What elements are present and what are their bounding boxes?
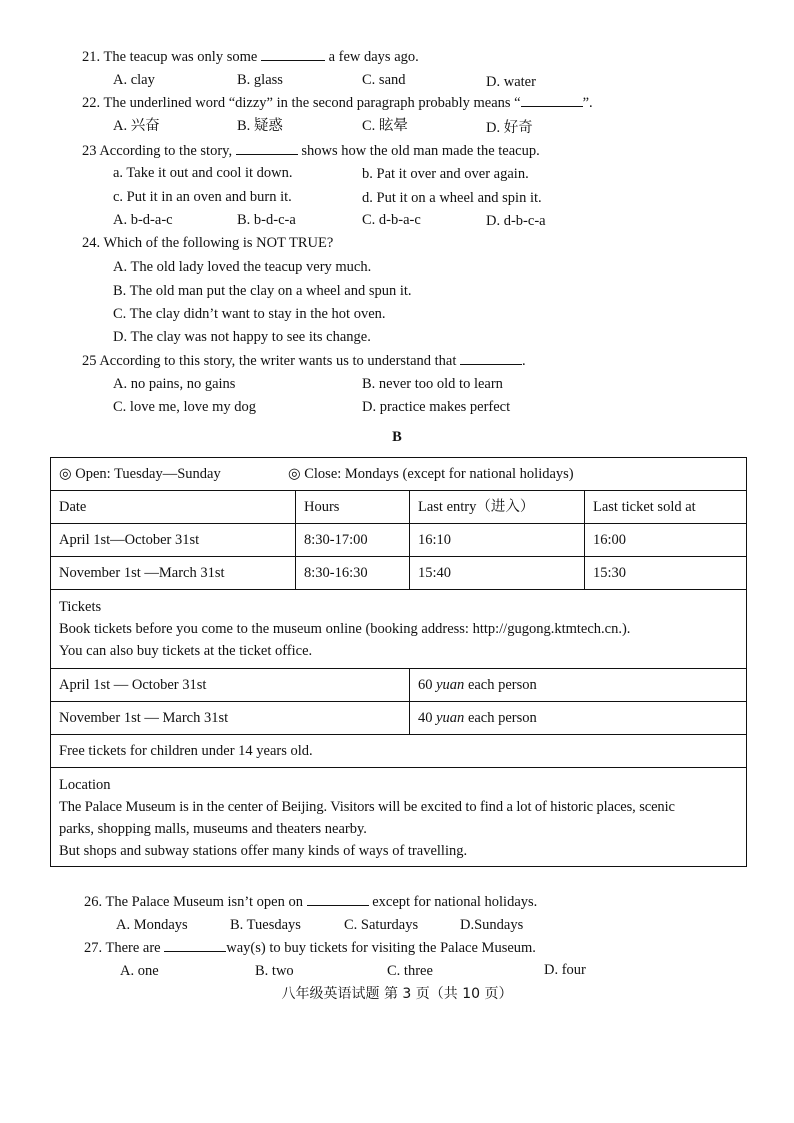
hours-open-close-row — [51, 458, 747, 491]
step-23-a: a. Take it out and cool it down. — [113, 165, 293, 181]
option-27-b[interactable]: B. two — [255, 963, 294, 979]
question-21-text: 21. The teacup was only some — [82, 49, 261, 65]
option-25-c[interactable]: C. love me, love my dog — [113, 399, 256, 415]
answer-blank[interactable] — [236, 142, 298, 155]
option-23-c[interactable]: C. d-b-a-c — [362, 212, 421, 228]
free-tickets-cell: Free tickets for children under 14 years old. — [51, 735, 747, 768]
answer-blank[interactable] — [521, 94, 583, 107]
location-line-3: But shops and subway stations offer many kinds of ways of travelling. — [59, 843, 468, 859]
option-26-a[interactable]: A. Mondays — [116, 917, 188, 933]
statement-24-b[interactable]: B. The old man put the clay on a wheel and spun it. — [113, 283, 412, 299]
question-26-text-end: except for national holidays. — [368, 894, 538, 910]
price-row — [51, 669, 747, 702]
question-23-text: 23 According to the story, — [82, 143, 236, 159]
tickets-title: Tickets — [59, 599, 102, 615]
section-b-title: B — [392, 429, 402, 445]
option-27-a[interactable]: A. one — [120, 963, 159, 979]
row-1-last-ticket: 16:00 — [585, 524, 747, 557]
tickets-line-2: You can also buy tickets at the ticket office. — [59, 643, 313, 659]
answer-blank[interactable] — [261, 48, 325, 61]
question-25-text-end: . — [522, 353, 526, 369]
step-23-b: b. Pat it over and over again. — [362, 166, 529, 182]
free-tickets-row — [51, 735, 747, 768]
table-header-row — [51, 491, 747, 524]
question-26-text: 26. The Palace Museum isn’t open on — [84, 894, 307, 910]
price-1-period: April 1st — October 31st — [51, 669, 410, 702]
step-23-d: d. Put it on a wheel and spin it. — [362, 190, 542, 206]
question-22 — [82, 94, 593, 112]
price-1-unit: yuan — [436, 677, 465, 693]
tickets-line-1: Book tickets before you come to the museum online (booking address: http://gugong.ktmtech.cn.). — [59, 621, 631, 637]
question-21-text-end: a few days ago. — [324, 49, 419, 65]
option-26-c[interactable]: C. Saturdays — [344, 917, 419, 933]
row-2-last-ticket: 15:30 — [585, 557, 747, 590]
table-row — [51, 524, 747, 557]
header-hours: Hours — [296, 491, 410, 524]
tickets-cell — [51, 590, 747, 669]
open-days: ◎ Open: Tuesday—Sunday — [59, 466, 221, 482]
option-23-a[interactable]: A. b-d-a-c — [113, 212, 173, 228]
row-1-hours: 8:30-17:00 — [296, 524, 410, 557]
price-1-suffix: each person — [464, 677, 537, 693]
question-23 — [82, 142, 540, 160]
statement-24-c[interactable]: C. The clay didn’t want to stay in the hot oven. — [113, 306, 386, 322]
option-27-d[interactable]: D. four — [544, 962, 586, 978]
location-cell — [51, 768, 747, 867]
option-26-d[interactable]: D.Sundays — [460, 917, 524, 933]
option-22-b[interactable]: B. 疑惑 — [237, 118, 283, 134]
answer-blank[interactable] — [460, 352, 522, 365]
row-2-hours: 8:30-16:30 — [296, 557, 410, 590]
answer-blank[interactable] — [164, 939, 226, 952]
option-25-a[interactable]: A. no pains, no gains — [113, 376, 236, 392]
location-line-1: The Palace Museum is in the center of Beijing. Visitors will be excited to find a lot of historic places, scenic — [59, 799, 675, 815]
price-1-amount-cell — [410, 669, 747, 702]
statement-24-d[interactable]: D. The clay was not happy to see its change. — [113, 329, 371, 345]
option-25-b[interactable]: B. never too old to learn — [362, 376, 503, 392]
question-21 — [82, 48, 419, 66]
price-1-amount: 60 — [418, 677, 433, 693]
question-27-text: 27. There are — [84, 940, 165, 956]
header-last-entry: Last entry（进入） — [410, 491, 585, 524]
option-23-d[interactable]: D. d-b-c-a — [486, 213, 546, 229]
header-date: Date — [51, 491, 296, 524]
location-title: Location — [59, 777, 111, 793]
question-22-text: 22. The underlined word “dizzy” in the second paragraph probably means “ — [82, 95, 521, 111]
statement-24-a[interactable]: A. The old lady loved the teacup very much. — [113, 259, 372, 275]
question-26 — [84, 893, 537, 911]
price-2-suffix: each person — [464, 710, 537, 726]
museum-info-table — [50, 457, 747, 867]
open-close-cell — [51, 458, 747, 491]
option-21-d[interactable]: D. water — [486, 74, 536, 90]
price-2-amount: 40 — [418, 710, 433, 726]
price-2-unit: yuan — [436, 710, 465, 726]
price-row — [51, 702, 747, 735]
row-1-date: April 1st—October 31st — [51, 524, 296, 557]
option-22-a[interactable]: A. 兴奋 — [113, 118, 160, 134]
row-2-date: November 1st —March 31st — [51, 557, 296, 590]
option-21-a[interactable]: A. clay — [113, 72, 155, 88]
option-22-d[interactable]: D. 好奇 — [486, 120, 533, 136]
question-25-text: 25 According to this story, the writer wants us to understand that — [82, 353, 461, 369]
question-27-text-end: way(s) to buy tickets for visiting the Palace Museum. — [226, 940, 536, 956]
step-23-c: c. Put it in an oven and burn it. — [113, 189, 292, 205]
option-26-b[interactable]: B. Tuesdays — [230, 917, 301, 933]
location-line-2: parks, shopping malls, museums and theaters nearby. — [59, 821, 367, 837]
row-1-last-entry: 16:10 — [410, 524, 585, 557]
tickets-row — [51, 590, 747, 669]
price-2-period: November 1st — March 31st — [51, 702, 410, 735]
row-2-last-entry: 15:40 — [410, 557, 585, 590]
page-footer: 八年级英语试题 第 3 页（共 10 页） — [281, 986, 513, 1002]
option-21-b[interactable]: B. glass — [237, 72, 283, 88]
question-22-text-end: ”. — [582, 95, 593, 111]
question-23-text-end: shows how the old man made the teacup. — [297, 143, 540, 159]
price-2-amount-cell — [410, 702, 747, 735]
option-27-c[interactable]: C. three — [387, 963, 433, 979]
option-21-c[interactable]: C. sand — [362, 72, 406, 88]
option-25-d[interactable]: D. practice makes perfect — [362, 399, 511, 415]
question-25 — [82, 352, 526, 370]
header-last-ticket: Last ticket sold at — [585, 491, 747, 524]
close-days: ◎ Close: Mondays (except for national holidays) — [287, 466, 574, 482]
question-27 — [84, 939, 536, 957]
option-23-b[interactable]: B. b-d-c-a — [237, 212, 296, 228]
answer-blank[interactable] — [307, 893, 369, 906]
option-22-c[interactable]: C. 眩晕 — [362, 118, 408, 134]
question-24: 24. Which of the following is NOT TRUE? — [82, 235, 334, 251]
table-row — [51, 557, 747, 590]
location-row — [51, 768, 747, 867]
